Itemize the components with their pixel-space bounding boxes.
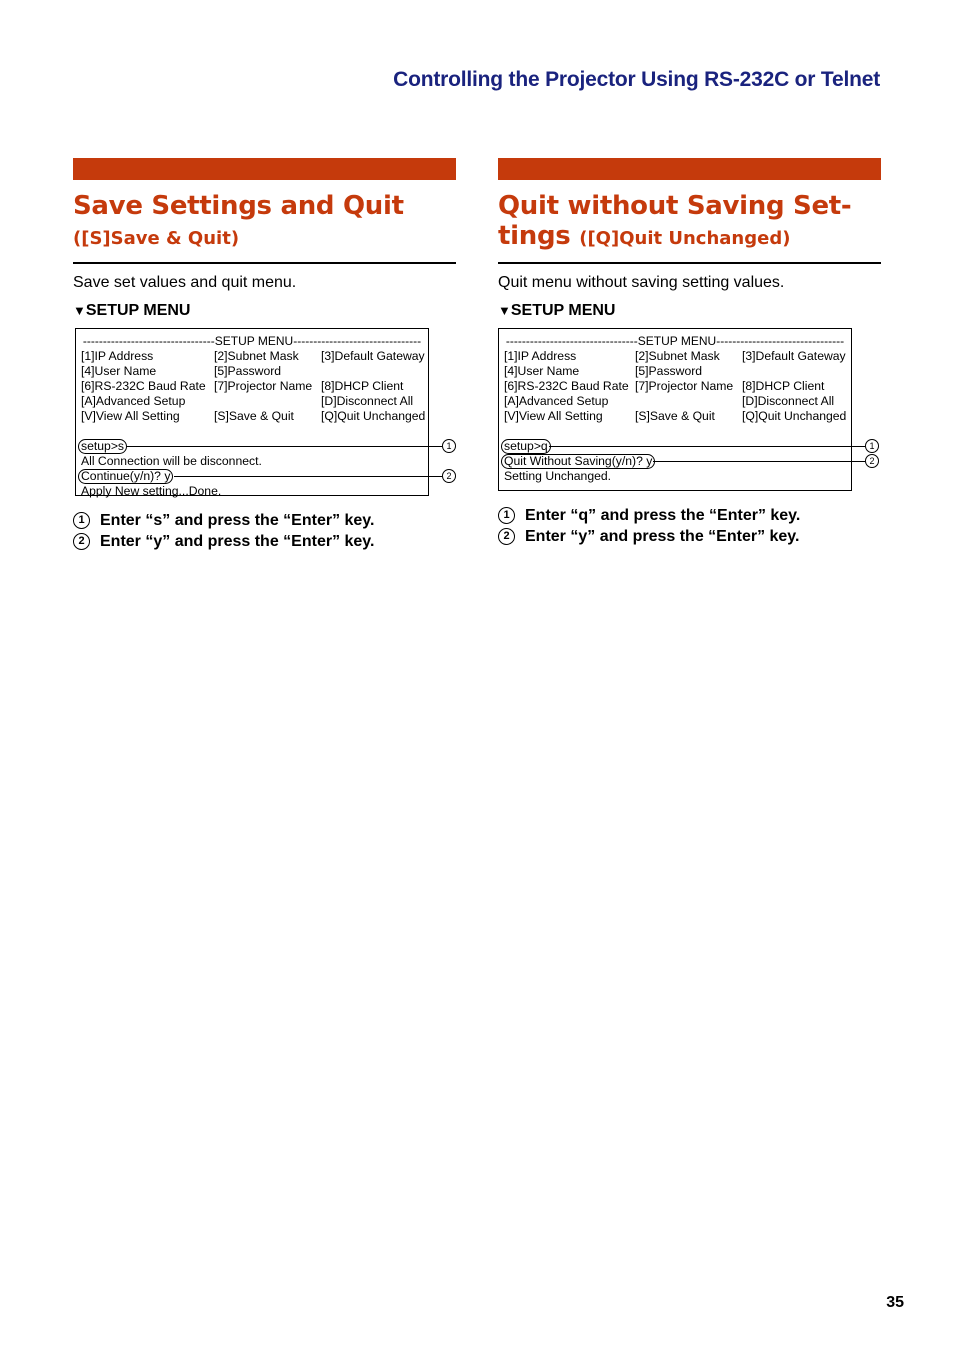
terminal-screenshot <box>498 328 875 491</box>
menu-cell: [8]DHCP Client <box>321 379 404 393</box>
menu-cell: [D]Disconnect All <box>321 394 414 408</box>
highlighted-input: Quit Without Saving(y/n)? y <box>501 454 655 469</box>
menu-row <box>76 349 428 364</box>
menu-row <box>76 364 428 379</box>
step-item <box>73 531 456 552</box>
running-header: Controlling the Projector Using RS-232C or Telnet <box>393 68 880 91</box>
highlighted-input: Continue(y/n)? y <box>78 469 173 484</box>
callout-number: 2 <box>865 454 879 468</box>
menu-cell: [6]RS-232C Baud Rate <box>81 379 206 393</box>
terminal-line <box>76 469 452 484</box>
terminal-line <box>499 439 875 454</box>
menu-row <box>499 349 851 364</box>
menu-cell: [S]Save & Quit <box>635 409 715 423</box>
menu-cell: [A]Advanced Setup <box>504 394 609 408</box>
menu-cell: [8]DHCP Client <box>742 379 825 393</box>
callout-leader <box>549 446 865 447</box>
step-item <box>73 510 456 531</box>
section-description: Save set values and quit menu. <box>73 274 297 291</box>
menu-cell <box>635 394 742 409</box>
callout-number: 2 <box>442 469 456 483</box>
menu-cell: [7]Projector Name <box>635 379 734 393</box>
callout-leader <box>653 461 865 462</box>
highlighted-input: setup>q <box>501 439 551 454</box>
section-title-text: tings <box>498 221 571 251</box>
menu-cell: [4]User Name <box>504 364 580 378</box>
section-quit-without-saving <box>498 158 881 547</box>
terminal-header-line: ---------------------------------SETUP MENU-------------------------------- <box>82 334 422 348</box>
step-list <box>498 505 881 547</box>
step-text: Enter “q” and press the “Enter” key. <box>525 507 801 524</box>
terminal-screenshot <box>75 328 452 498</box>
triangle-down-icon: ▼ <box>73 303 86 318</box>
menu-row <box>499 409 851 424</box>
menu-cell: [5]Password <box>635 364 703 378</box>
page-number: 35 <box>886 1294 904 1311</box>
menu-heading <box>73 302 456 320</box>
section-subtitle: ([Q]Quit Unchanged) <box>579 228 791 249</box>
step-item <box>498 505 881 526</box>
step-number: 1 <box>73 512 90 529</box>
menu-cell: [V]View All Setting <box>504 409 603 423</box>
menu-cell: [S]Save & Quit <box>214 409 294 423</box>
menu-cell <box>214 394 321 409</box>
terminal-line: Apply New setting...Done. <box>81 484 222 498</box>
callout-leader <box>174 476 442 477</box>
menu-cell: [7]Projector Name <box>214 379 313 393</box>
callout-number: 1 <box>865 439 879 453</box>
terminal-line: Setting Unchanged. <box>504 469 612 483</box>
section-rule <box>498 262 881 264</box>
terminal-line: All Connection will be disconnect. <box>81 454 262 468</box>
step-number: 2 <box>73 533 90 550</box>
menu-cell: [4]User Name <box>81 364 157 378</box>
callout-number: 1 <box>442 439 456 453</box>
menu-row <box>499 379 851 394</box>
highlighted-input: setup>s <box>78 439 127 454</box>
menu-heading <box>498 302 881 320</box>
menu-cell: [D]Disconnect All <box>742 394 835 408</box>
section-description: Quit menu without saving setting values. <box>498 274 785 291</box>
menu-cell: [6]RS-232C Baud Rate <box>504 379 629 393</box>
step-number: 1 <box>498 507 515 524</box>
menu-cell: [1]IP Address <box>504 349 577 363</box>
step-number: 2 <box>498 528 515 545</box>
menu-cell: [5]Password <box>214 364 282 378</box>
menu-row <box>76 409 428 424</box>
terminal-header-line: ---------------------------------SETUP MENU-------------------------------- <box>505 334 845 348</box>
menu-cell: [3]Default Gateway <box>742 349 846 363</box>
section-save-settings <box>73 158 456 552</box>
menu-cell: [Q]Quit Unchanged <box>321 409 426 423</box>
menu-cell: [2]Subnet Mask <box>635 349 720 363</box>
section-bar <box>73 158 456 180</box>
menu-row <box>499 394 851 409</box>
section-bar <box>498 158 881 180</box>
terminal-line <box>499 454 875 469</box>
triangle-down-icon: ▼ <box>498 303 511 318</box>
menu-cell: [Q]Quit Unchanged <box>742 409 847 423</box>
section-subtitle: ([S]Save & Quit) <box>73 228 240 249</box>
step-item <box>498 526 881 547</box>
section-title-text: Quit without Saving Set- <box>498 191 852 221</box>
menu-row <box>76 379 428 394</box>
section-title <box>498 191 881 254</box>
callout-leader <box>126 446 442 447</box>
menu-cell: [V]View All Setting <box>81 409 180 423</box>
menu-cell: [3]Default Gateway <box>321 349 425 363</box>
step-list <box>73 510 456 552</box>
menu-row <box>76 394 428 409</box>
section-title-text: Save Settings and Quit <box>73 191 404 221</box>
section-rule <box>73 262 456 264</box>
step-text: Enter “s” and press the “Enter” key. <box>100 512 375 529</box>
menu-heading-text: SETUP MENU <box>85 302 191 319</box>
section-title <box>73 191 456 254</box>
menu-cell: [1]IP Address <box>81 349 154 363</box>
menu-heading-text: SETUP MENU <box>510 302 616 319</box>
menu-cell: [2]Subnet Mask <box>214 349 299 363</box>
terminal-line <box>76 439 452 454</box>
menu-row <box>499 364 851 379</box>
step-text: Enter “y” and press the “Enter” key. <box>525 528 800 545</box>
step-text: Enter “y” and press the “Enter” key. <box>100 533 375 550</box>
menu-cell: [A]Advanced Setup <box>81 394 186 408</box>
